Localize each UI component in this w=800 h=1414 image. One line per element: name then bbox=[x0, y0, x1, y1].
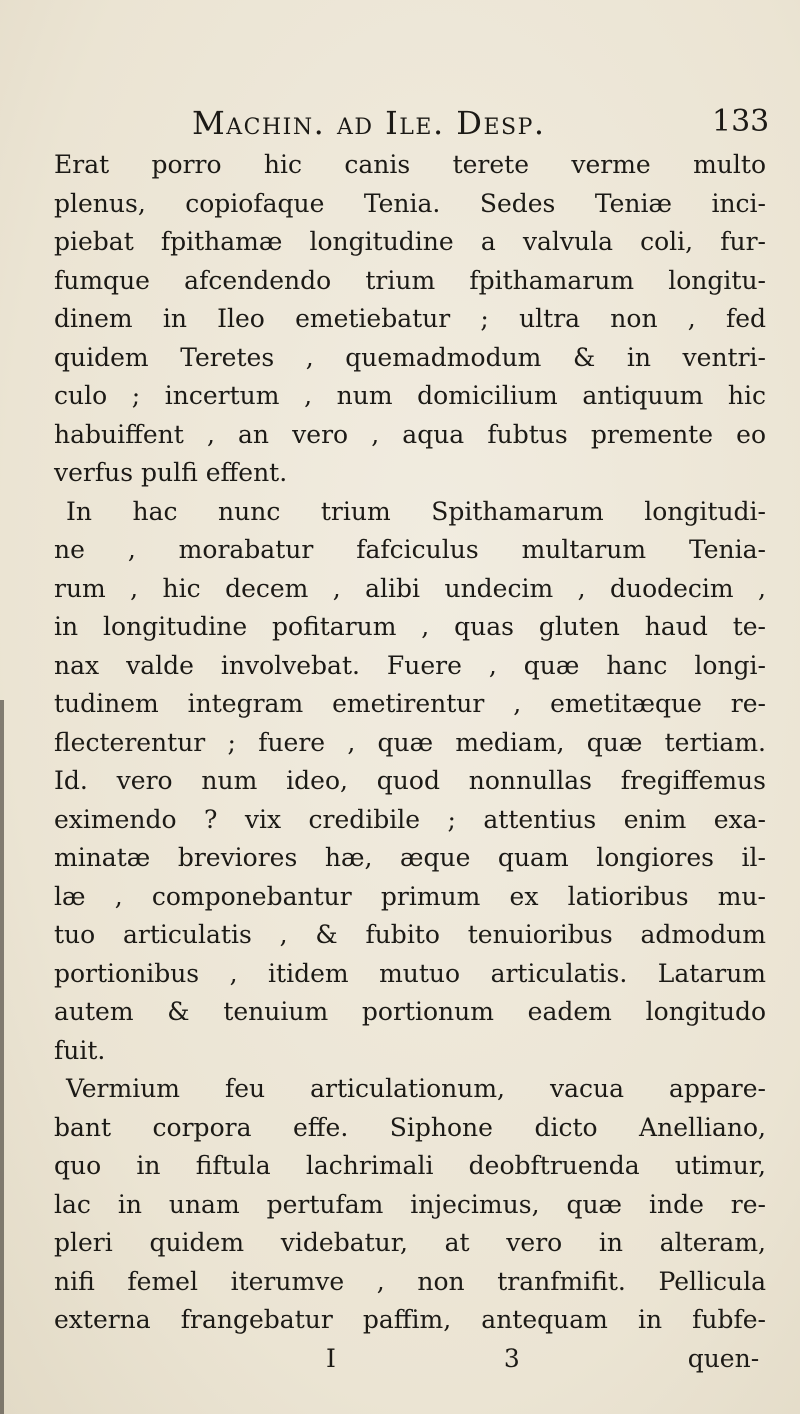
text-line: dinem in Ileo emetiebatur ; ultra non , fed bbox=[54, 304, 766, 333]
page-edge-shadow bbox=[0, 700, 4, 1414]
text-line: pleri quidem videbatur, at vero in alteram, bbox=[54, 1228, 766, 1257]
text-line: piebat fpithamæ longitudine a valvula coli, fur- bbox=[54, 227, 766, 256]
text-line: tudinem integram emetirentur , emetitæque re- bbox=[54, 689, 766, 718]
page-header bbox=[0, 104, 800, 148]
text-line: habuiffent , an vero , aqua fubtus premente eo bbox=[54, 419, 766, 449]
signature-mark: I 3 bbox=[326, 1343, 520, 1373]
text-line: flecterentur ; fuere , quæ mediam, quæ tertiam. bbox=[54, 727, 766, 757]
text-line: eximendo ? vix credibile ; attentius enim exa- bbox=[54, 804, 766, 834]
text-line: fumque afcendendo trium fpithamarum longitu- bbox=[54, 265, 766, 295]
text-line: nax valde involvebat. Fuere , quæ hanc longi- bbox=[54, 650, 766, 680]
text-line: verfus pulfi effent. bbox=[54, 458, 288, 487]
text-line: ne , morabatur fafciculus multarum Tenia- bbox=[54, 535, 766, 564]
text-line: minatæ breviores hæ, æque quam longiores il- bbox=[54, 843, 766, 872]
text-line: Id. vero num ideo, quod nonnullas fregiffemus bbox=[54, 766, 766, 795]
text-line: culo ; incertum , num domicilium antiquum hic bbox=[54, 381, 766, 410]
text-line: læ , componebantur primum ex latioribus mu- bbox=[54, 881, 766, 911]
text-line: fuit. bbox=[54, 1035, 106, 1065]
text-line: portionibus , itidem mutuo articulatis. Latarum bbox=[54, 958, 766, 988]
text-line: nifi femel iterumve , non tranfmifit. Pellicula bbox=[54, 1266, 766, 1296]
running-head: Machin. ad Ile. Desp. bbox=[192, 104, 546, 142]
body-text bbox=[54, 146, 766, 1378]
text-line: rum , hic decem , alibi undecim , duodecim , bbox=[54, 573, 766, 603]
text-line: Erat porro hic canis terete verme multo bbox=[54, 150, 766, 179]
catchword: quen- bbox=[687, 1343, 760, 1373]
signature-catchword-line bbox=[54, 1340, 766, 1379]
text-line: quo in fiftula lachrimali deobftruenda utimur, bbox=[54, 1151, 766, 1180]
text-line: externa frangebatur paffim, antequam in fubfe- bbox=[54, 1305, 766, 1334]
text-line: lac in unam pertufam injecimus, quæ inde re- bbox=[54, 1189, 766, 1219]
text-line: bant corpora effe. Siphone dicto Anelliano, bbox=[54, 1112, 766, 1142]
text-line: tuo articulatis , & fubito tenuioribus admodum bbox=[54, 920, 766, 949]
text-line: autem & tenuium portionum eadem longitudo bbox=[54, 997, 766, 1026]
paragraph-start-line: Vermium feu articulationum, vacua appare- bbox=[66, 1074, 766, 1103]
page-number: 133 bbox=[712, 104, 770, 139]
text-line: quidem Teretes , quemadmodum & in ventri- bbox=[54, 342, 766, 372]
text-line: in longitudine pofitarum , quas gluten haud te- bbox=[54, 612, 766, 641]
text-line: plenus, copiofaque Tenia. Sedes Teniæ inci- bbox=[54, 188, 766, 218]
paragraph-start-line: In hac nunc trium Spithamarum longitudi- bbox=[66, 496, 766, 526]
